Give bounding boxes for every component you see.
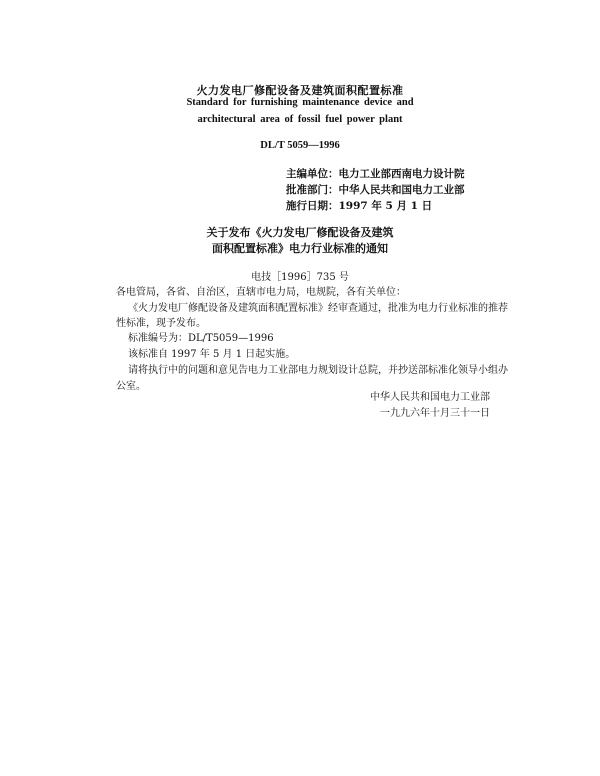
notice-paragraph-1-line-1: 《火力发电厂修配设备及建筑面积配置标准》经审查通过，批准为电力行业标准的推荐 bbox=[128, 303, 508, 314]
chief-editor-unit: 主编单位：电力工业部西南电力设计院 bbox=[286, 168, 465, 180]
notice-request-line-1: 请将执行中的问题和意见告电力工业部电力规划设计总院，并抄送部标准化领导小组办 bbox=[128, 365, 508, 376]
document-title-cn: 火力发电厂修配设备及建筑面积配置标准 bbox=[196, 84, 404, 97]
document-title-en-line-2: architectural area of fossil fuel power plant bbox=[197, 114, 403, 125]
notice-title-line-1: 关于发布《火力发电厂修配设备及建筑 bbox=[206, 226, 394, 239]
notice-paragraph-1-line-2: 性标准，现予发布。 bbox=[116, 318, 206, 329]
notice-document-number: 电技［1996］735 号 bbox=[251, 272, 349, 283]
effective-date: 施行日期：1997 年 5 月 1 日 bbox=[286, 200, 433, 212]
signature-date: 一九九六年十月三十一日 bbox=[380, 408, 490, 419]
notice-request-line-2: 公室。 bbox=[116, 381, 146, 392]
signature-organization: 中华人民共和国电力工业部 bbox=[370, 392, 490, 403]
notice-standard-number-line: 标准编号为：DL/T5059—1996 bbox=[128, 333, 274, 344]
notice-title-line-2: 面积配置标准》电力行业标准的通知 bbox=[212, 242, 388, 255]
notice-effective-line: 该标准自 1997 年 5 月 1 日起实施。 bbox=[128, 349, 296, 360]
standard-number: DL/T 5059—1996 bbox=[260, 140, 340, 151]
notice-recipients: 各电管局，各省、自治区，直辖市电力局，电规院，各有关单位： bbox=[116, 287, 406, 298]
document-title-en-line-1: Standard for furnishing maintenance device and bbox=[186, 97, 414, 108]
approval-department: 批准部门：中华人民共和国电力工业部 bbox=[286, 184, 465, 196]
